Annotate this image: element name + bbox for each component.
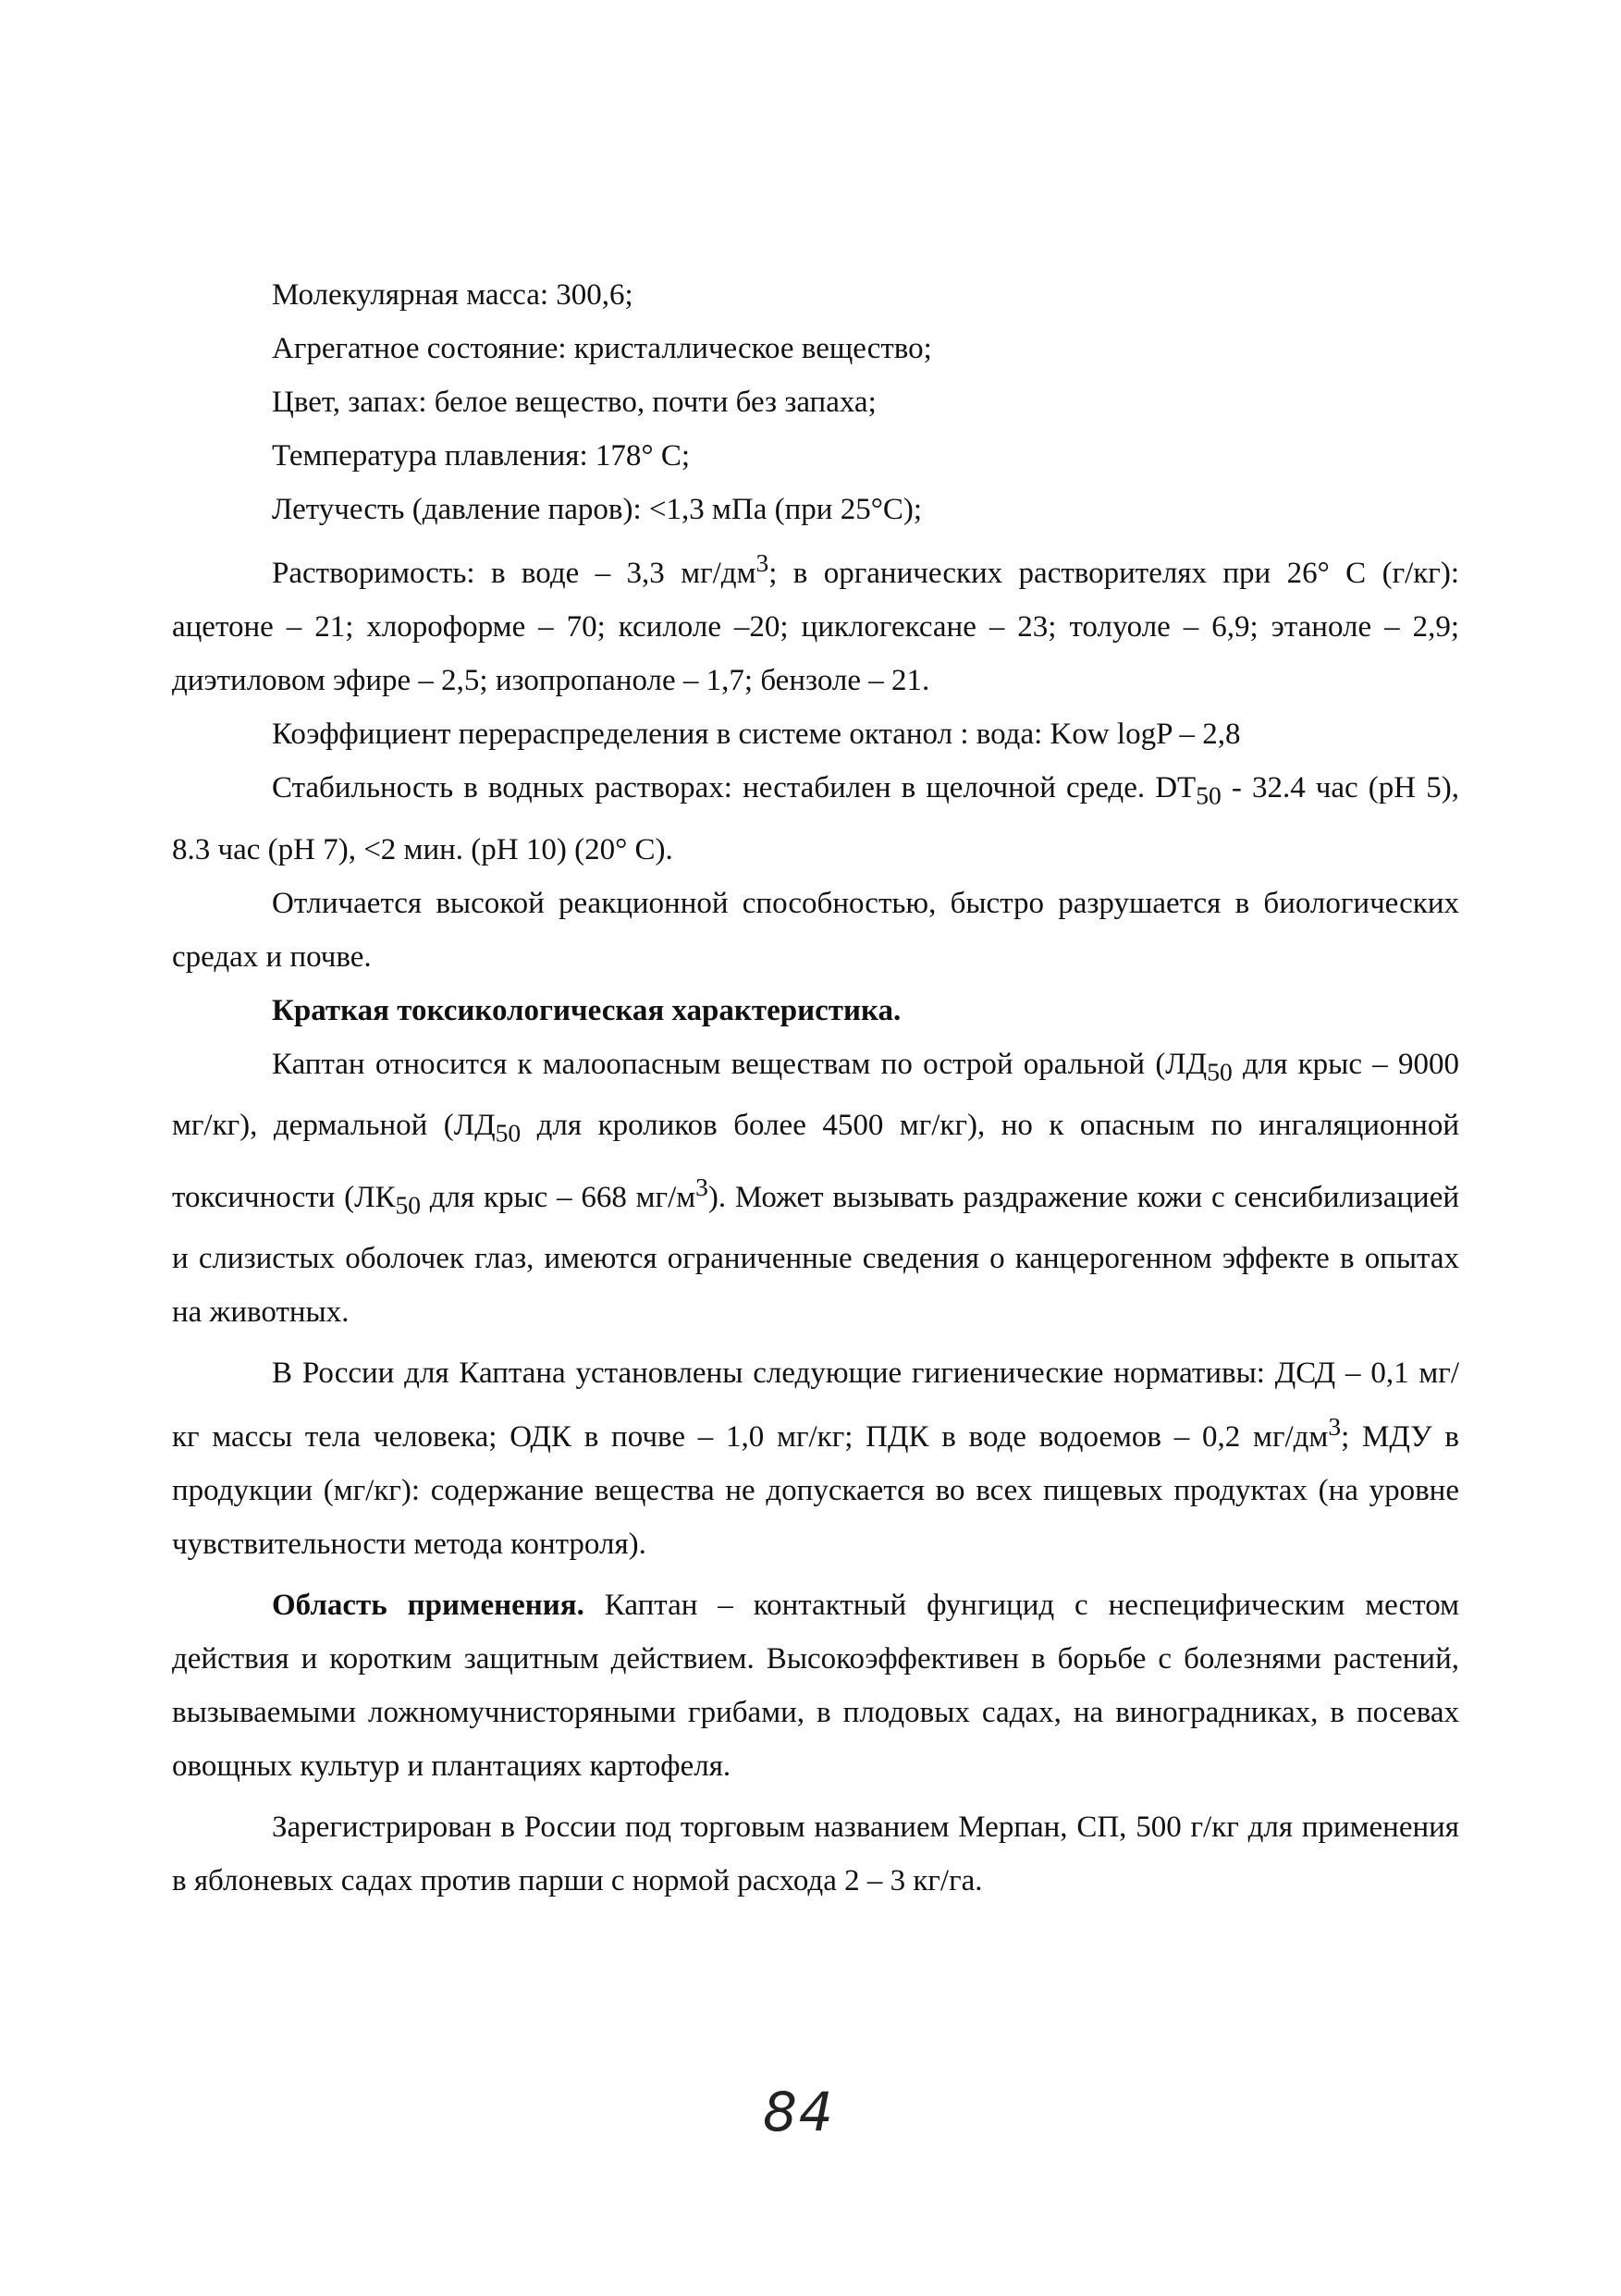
solubility-text-a: Растворимость: в воде – 3,3 мг/дм [272,557,756,590]
norms-text-b: ; МДУ в продукции (мг/кг): содержание вещества не допускается во всех пищевых продуктах (на уровне чувствительности метода контроля). [172,1420,1459,1562]
hygiene-norms-paragraph [172,1346,1459,1571]
tox-text-e: ). Может вызывать раздражение кожи с сенсибилизацией и слизистых оболочек глаз, имеются ограниченные сведения о канцерогенном эффекте в опытах на животных. [172,1180,1459,1330]
tox-subscript-2: 50 [495,1118,522,1148]
tox-text-c: для кроликов более 4500 мг/кг), но к опасным по ингаляционной токсичности (ЛК [172,1109,1459,1214]
volatility-line: Летучесть (давление паров): <1,3 мПа (при 25°С); [272,493,923,526]
tox-text-d: для крыс – 668 мг/м [420,1180,696,1214]
toxicology-paragraph [172,1037,1459,1340]
tox-text-b: для крыс – 9000 мг/кг), дермальной (ЛД [172,1047,1459,1143]
registration-paragraph: Зарегистрирован в России под торговым названием Мерпан, СП, 500 г/кг для применения в яблоневых садах против парши с нормой расхода 2 – 3 кг/га. [172,1811,1459,1898]
tox-superscript: 3 [695,1172,708,1201]
solubility-paragraph [172,536,1459,707]
page-number: 84 [763,2081,835,2143]
stability-subscript: 50 [1196,780,1222,810]
application-paragraph [172,1578,1459,1793]
tox-subscript-1: 50 [1207,1057,1233,1087]
melting-point-line: Температура плавления: 178° С; [272,439,690,473]
application-heading: Область применения. [272,1589,584,1623]
application-text: Каптан – контактный фунгицид с неспецифическим местом действия и коротким защитным действием. Высокоэффективен в борьбе с болезнями растений, вызываемыми ложномучнисторяными грибами, в плодовых садах, на виноградниках, в посевах овощных культур и плантациях картофеля. [172,1589,1460,1784]
solubility-text-b: ; в органических растворителях при 26° С (г/кг): ацетоне – 21; хлороформе – 70; ксилоле –20; циклогексане – 23; толуоле – 6,9; этаноле – 2,9; диэтиловом эфире – 2,5; изопропаноле – 1,7; бензоле – 21. [172,557,1459,697]
toxicology-heading: Краткая токсикологическая характеристика. [272,993,902,1027]
color-smell-line: Цвет, запах: белое вещество, почти без запаха; [272,386,877,419]
solubility-superscript: 3 [755,548,769,577]
partition-coefficient-line: Коэффициент перераспределения в системе октанол : вода: Kow logP – 2,8 [272,718,1241,751]
reactivity-paragraph: Отличается высокой реакционной способностью, быстро разрушается в биологических средах и почве. [172,886,1459,974]
stability-paragraph [172,761,1459,877]
norms-superscript: 3 [1328,1412,1342,1442]
tox-subscript-3: 50 [395,1190,421,1220]
norms-text-a: В России для Каптана установлены следующие гигиенические нормативы: ДСД – 0,1 мг/кг массы тела человека; ОДК в почве – 1,0 мг/кг; ПДК в воде водоемов – 0,2 мг/дм [172,1357,1459,1455]
stability-text-b: - 32.4 час (рН 5), 8.3 час (рН 7), <2 мин. (рН 10) (20° С). [172,771,1459,866]
document-body [172,268,1459,1908]
molecular-mass-line: Молекулярная масса: 300,6; [272,278,633,312]
aggregate-state-line: Агрегатное состояние: кристаллическое вещество; [272,332,932,365]
stability-text-a: Стабильность в водных растворах: нестабилен в щелочной среде. DT [272,771,1197,804]
tox-text-a: Каптан относится к малоопасным веществам по острой оральной (ЛД [272,1047,1208,1081]
